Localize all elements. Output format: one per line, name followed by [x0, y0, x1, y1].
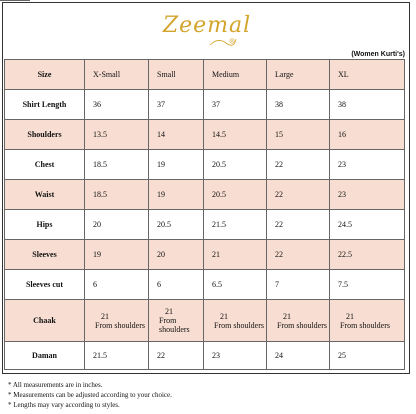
header-cell: Small: [149, 60, 204, 90]
table-row: [5, 342, 405, 370]
note-line: * Lengths may vary according to styles.: [8, 401, 120, 409]
cell-value: 21: [220, 311, 228, 321]
table-row: [5, 120, 405, 150]
table-cell: 24.5: [330, 210, 405, 240]
note-line: * All measurements are in inches.: [8, 381, 103, 389]
cell-value: 21: [346, 311, 354, 321]
table-header-row: [5, 60, 405, 90]
table-cell: 21: [204, 240, 267, 270]
brand-logo: [3, 9, 411, 47]
measurement-notes: [8, 380, 172, 410]
table-cell: 24: [267, 342, 330, 370]
table-cell: [149, 300, 204, 342]
note-line: * Measurements can be adjusted according to your choice.: [8, 391, 172, 399]
row-label: Waist: [5, 180, 85, 210]
table-cell: 6.5: [204, 270, 267, 300]
table-cell: [267, 300, 330, 342]
row-label: Chaak: [5, 300, 85, 342]
table-cell: 7: [267, 270, 330, 300]
table-cell: 6: [85, 270, 149, 300]
cell-suffix: From shoulders: [340, 320, 390, 330]
header-cell: X-Small: [85, 60, 149, 90]
table-row: [5, 150, 405, 180]
table-row: [5, 90, 405, 120]
table-row: [5, 240, 405, 270]
table-cell: 19: [149, 180, 204, 210]
header-cell: Size: [5, 60, 85, 90]
table-cell: 21.5: [204, 210, 267, 240]
table-cell: 38: [267, 90, 330, 120]
row-label: Shoulders: [5, 120, 85, 150]
table-cell: 14.5: [204, 120, 267, 150]
table-row: [5, 210, 405, 240]
cell-suffix: From shoulders: [159, 316, 190, 334]
table-cell: 23: [330, 150, 405, 180]
row-label: Sleeves cut: [5, 270, 85, 300]
table-cell: 23: [330, 180, 405, 210]
row-label: Hips: [5, 210, 85, 240]
table-cell: 22: [149, 342, 204, 370]
floral-flourish-icon: [208, 35, 238, 49]
row-label: Shirt Length: [5, 90, 85, 120]
table-cell: 19: [85, 240, 149, 270]
top-edge-line: [0, 0, 30, 1]
cell-suffix: From shoulders: [95, 320, 145, 330]
product-subtitle: (Women Kurti's): [351, 51, 405, 58]
table-cell: 21.5: [85, 342, 149, 370]
logo-text: Zeemal: [162, 13, 252, 38]
table-cell: 15: [267, 120, 330, 150]
table-cell: 20: [149, 240, 204, 270]
row-label: Daman: [5, 342, 85, 370]
table-cell: 20: [85, 210, 149, 240]
table-cell: 38: [330, 90, 405, 120]
header-cell: XL: [330, 60, 405, 90]
table-cell: 19: [149, 150, 204, 180]
table-row: [5, 270, 405, 300]
table-cell: [330, 300, 405, 342]
header-cell: Large: [267, 60, 330, 90]
table-cell: 22.5: [330, 240, 405, 270]
cell-value: 21: [165, 307, 173, 316]
table-cell: 20.5: [149, 210, 204, 240]
table-cell: 36: [85, 90, 149, 120]
table-cell: 18.5: [85, 150, 149, 180]
table-row: [5, 180, 405, 210]
table-row: [5, 300, 405, 342]
table-cell: [85, 300, 149, 342]
table-cell: 7.5: [330, 270, 405, 300]
row-label: Sleeves: [5, 240, 85, 270]
table-cell: 20.5: [204, 180, 267, 210]
table-cell: 16: [330, 120, 405, 150]
table-cell: 14: [149, 120, 204, 150]
cell-value: 21: [101, 311, 109, 321]
table-cell: 22: [267, 240, 330, 270]
table-cell: 23: [204, 342, 267, 370]
table-cell: 37: [149, 90, 204, 120]
table-cell: [204, 300, 267, 342]
table-cell: 20.5: [204, 150, 267, 180]
header-cell: Medium: [204, 60, 267, 90]
table-cell: 18.5: [85, 180, 149, 210]
cell-suffix: From shoulders: [214, 320, 264, 330]
table-cell: 22: [267, 180, 330, 210]
size-chart-table: [4, 59, 405, 370]
row-label: Chest: [5, 150, 85, 180]
table-cell: 22: [267, 150, 330, 180]
table-cell: 22: [267, 210, 330, 240]
cell-value: 21: [283, 311, 291, 321]
table-cell: 25: [330, 342, 405, 370]
table-cell: 37: [204, 90, 267, 120]
table-cell: 6: [149, 270, 204, 300]
table-cell: 13.5: [85, 120, 149, 150]
cell-suffix: From shoulders: [277, 320, 327, 330]
